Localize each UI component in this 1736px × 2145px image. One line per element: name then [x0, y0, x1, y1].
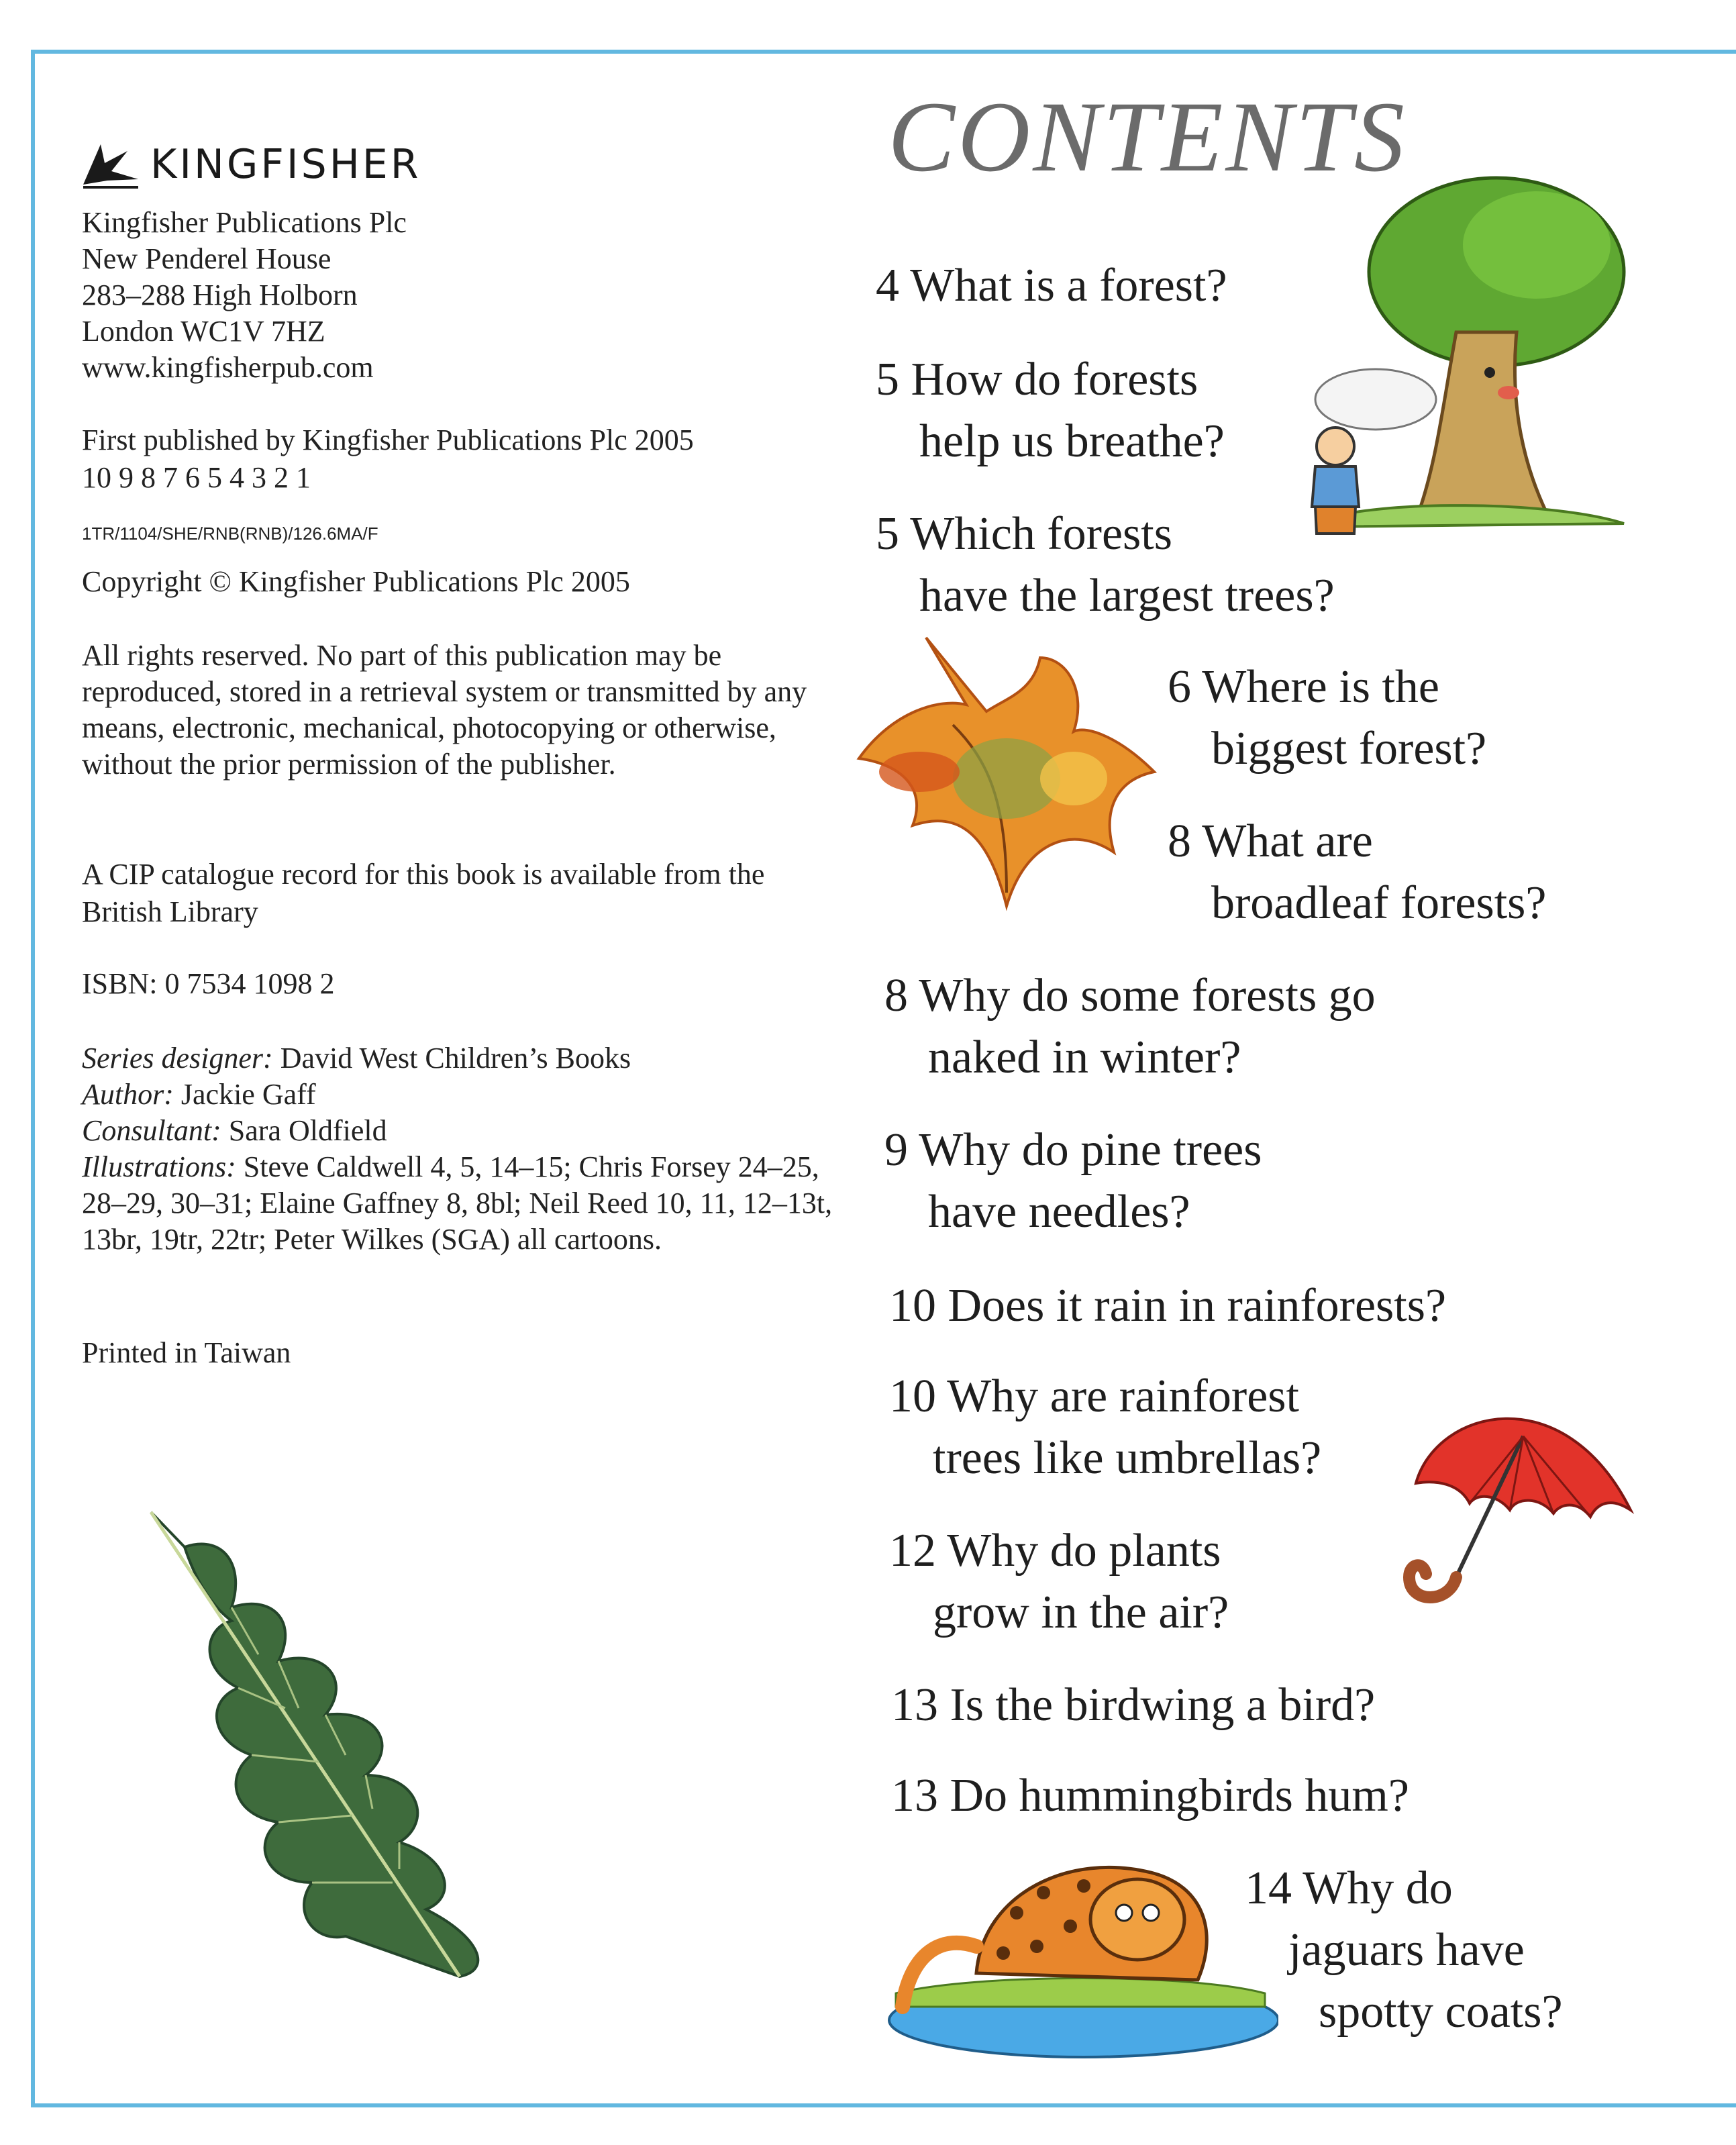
credits-block: [82, 1040, 854, 1258]
entry-line: have needles?: [928, 1186, 1190, 1238]
contents-entry[interactable]: [884, 965, 1376, 1089]
credit-consultant: [82, 1113, 854, 1149]
entry-line: biggest forest?: [1211, 723, 1487, 775]
credit-value: David West Children’s Books: [272, 1042, 631, 1075]
entry-line: naked in winter?: [928, 1032, 1241, 1083]
credit-series-designer: [82, 1040, 854, 1077]
kingfisher-bird-icon: [81, 138, 141, 191]
contents-entry[interactable]: [876, 503, 1335, 627]
credit-illustrations: [82, 1149, 854, 1258]
contents-entry[interactable]: [891, 1675, 1375, 1736]
entry-line: 10 Does it rain in rainforests?: [889, 1280, 1447, 1332]
contents-entry[interactable]: [1245, 1858, 1525, 1981]
entry-line: 12 Why do plants: [889, 1525, 1221, 1577]
contents-entry[interactable]: [884, 1119, 1262, 1243]
print-code: 1TR/1104/SHE/RNB(RNB)/126.6MA/F: [82, 523, 378, 544]
entry-line: 5 Which forests: [876, 508, 1172, 560]
cip-statement: A CIP catalogue record for this book is available from the British Library: [82, 858, 765, 928]
contents-entry[interactable]: [1168, 811, 1546, 934]
maple-leaf-illustration: [852, 624, 1161, 913]
entry-line: 8 What are: [1168, 815, 1373, 867]
address-line: Kingfisher Publications Plc: [82, 206, 407, 239]
copyright-notice: Copyright © Kingfisher Publications Plc 2005: [82, 565, 630, 598]
address-line: New Penderel House: [82, 242, 331, 275]
credit-label: Author:: [82, 1078, 174, 1111]
contents-entry[interactable]: [889, 1366, 1321, 1489]
contents-entry[interactable]: [876, 255, 1227, 317]
contents-entry[interactable]: [876, 349, 1225, 472]
entry-line: 14 Why do: [1245, 1862, 1453, 1914]
entry-line: 8 Why do some forests go: [884, 970, 1376, 1021]
credit-author: [82, 1077, 854, 1113]
print-line: 10 9 8 7 6 5 4 3 2 1: [82, 461, 311, 494]
publication-info: [82, 421, 694, 497]
credit-value: Sara Oldfield: [221, 1114, 387, 1147]
isbn: ISBN: 0 7534 1098 2: [82, 967, 335, 1000]
first-published: First published by Kingfisher Publications Plc 2005: [82, 423, 694, 456]
entry-line: spotty coats?: [1319, 1986, 1563, 2038]
credit-value: Steve Caldwell 4, 5, 14–15; Chris Forsey 24–25, 28–29, 30–31; Elaine Gaffney 8, 8bl; Neil Reed 10, 11, 12–13t, 13br, 19tr, 22tr; Peter Wilkes (SGA) all cartoons.: [82, 1150, 833, 1256]
publisher-address: [82, 205, 407, 386]
entry-line: 10 Why are rainforest: [889, 1370, 1299, 1422]
publisher-website: www.kingfisherpub.com: [82, 351, 374, 384]
jaguar-cartoon-illustration: [882, 1839, 1278, 2067]
entry-line: 13 Do hummingbirds hum?: [891, 1770, 1409, 1822]
entry-line: grow in the air?: [933, 1587, 1229, 1638]
oak-leaf-illustration: [144, 1507, 634, 1990]
address-line: London WC1V 7HZ: [82, 315, 325, 348]
credit-label: Consultant:: [82, 1114, 221, 1147]
contents-entry[interactable]: [889, 1520, 1229, 1644]
publisher-logo: [81, 138, 421, 191]
entry-line: help us breathe?: [919, 415, 1225, 467]
contents-entry[interactable]: [1245, 1981, 1563, 2043]
logo-wordmark: KINGFISHER: [150, 141, 421, 188]
credit-value: Jackie Gaff: [173, 1078, 316, 1111]
address-line: 283–288 High Holborn: [82, 279, 358, 311]
printed-in: Printed in Taiwan: [82, 1336, 291, 1369]
credit-label: Series designer:: [82, 1042, 273, 1075]
entry-line: broadleaf forests?: [1211, 877, 1547, 929]
entry-line: 9 Why do pine trees: [884, 1124, 1262, 1176]
page-title: CONTENTS: [888, 81, 1407, 193]
contents-entry[interactable]: [889, 1275, 1446, 1337]
credit-label: Illustrations:: [82, 1150, 236, 1183]
umbrella-illustration: [1396, 1383, 1644, 1611]
entry-line: 5 How do forests: [876, 354, 1198, 405]
entry-line: jaguars have: [1288, 1924, 1525, 1976]
entry-line: 6 Where is the: [1168, 661, 1439, 713]
contents-entry[interactable]: [891, 1765, 1409, 1827]
entry-line: have the largest trees?: [919, 570, 1335, 621]
entry-line: trees like umbrellas?: [933, 1432, 1322, 1484]
entry-line: 13 Is the birdwing a bird?: [891, 1679, 1376, 1731]
tree-cartoon-illustration: [1295, 171, 1631, 547]
rights-statement: All rights reserved. No part of this publication may be reproduced, stored in a retrieval system or transmitted by any means, electronic, mechanical, photocopying or otherwise, without the prior permission of the publisher.: [82, 639, 807, 781]
entry-line: 4 What is a forest?: [876, 260, 1227, 311]
contents-entry[interactable]: [1168, 656, 1486, 780]
